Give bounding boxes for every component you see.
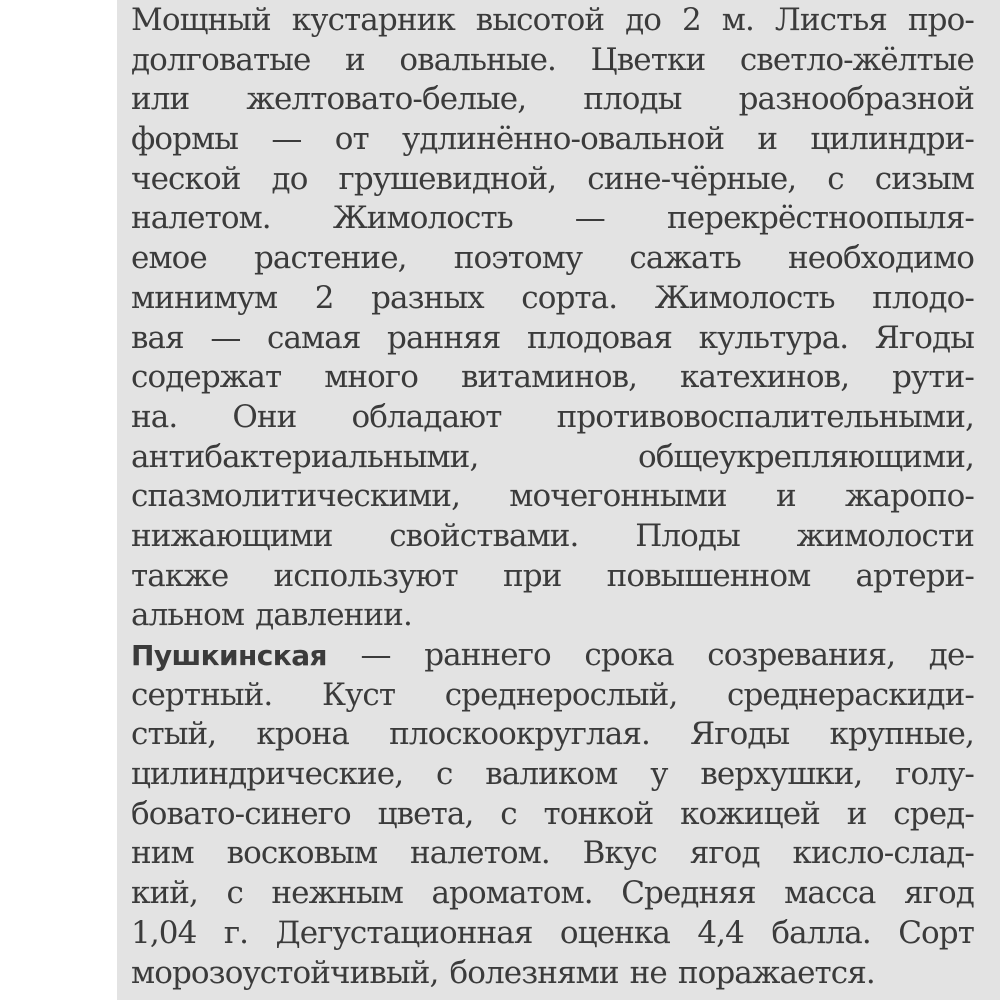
text-line [131, 557, 974, 597]
word: Вкус [582, 835, 657, 872]
text-line [131, 438, 974, 478]
word: светло-жёлтые [739, 41, 974, 78]
word: г. [223, 914, 249, 951]
text-line [131, 834, 974, 874]
word: крона [256, 716, 349, 753]
word: рути- [892, 359, 974, 396]
word: плоды [583, 81, 682, 118]
word: Дегустационная [275, 914, 533, 951]
word: и [846, 795, 867, 832]
word: не [629, 954, 667, 991]
word: балла. [771, 914, 871, 951]
word: катехинов, [680, 359, 850, 396]
word: сертный. [131, 676, 273, 713]
word: кустарник [291, 2, 455, 38]
word: верхушки, [700, 756, 863, 793]
text-line [131, 398, 974, 438]
word: содержат [131, 359, 282, 396]
word: с [226, 875, 243, 912]
word: оценка [559, 914, 670, 951]
word: Жимолость [332, 200, 513, 237]
paragraph-description [131, 1, 974, 636]
word: болезнями [449, 954, 619, 991]
book-page [117, 0, 1000, 1000]
word: у [650, 756, 668, 793]
word: — [574, 200, 605, 237]
variety-name: Пушкинская [131, 639, 327, 672]
word: емое [131, 240, 207, 277]
text-line [131, 795, 974, 835]
word: — [210, 319, 241, 356]
word: с [435, 756, 453, 793]
word: налетом. [410, 835, 550, 872]
text-line [131, 160, 974, 200]
word: созревания, [707, 637, 896, 673]
word: Ягоды [690, 716, 790, 753]
word: с [827, 160, 844, 197]
text-line [131, 41, 974, 81]
text-line [131, 199, 974, 239]
word: до [625, 2, 662, 38]
word: перекрёстноопыля- [666, 200, 974, 237]
text-line [131, 80, 974, 120]
word: 1,04 [131, 914, 197, 951]
word: общеукрепляющими, [637, 438, 974, 475]
word: антибактериальными, [131, 438, 479, 475]
word: поражается. [677, 954, 875, 991]
text-line [131, 676, 974, 716]
word: среднераскиди- [727, 676, 974, 713]
word: овальные. [399, 41, 557, 78]
word: Плоды [635, 517, 740, 554]
word: альном [131, 597, 245, 634]
word: Жимолость [654, 279, 835, 316]
word: минимум [131, 279, 278, 316]
word: сред- [893, 795, 974, 832]
word: сине-чёрные, [587, 160, 797, 197]
word: — [360, 637, 391, 673]
word: давлении. [255, 597, 412, 634]
word: 2 [314, 279, 334, 316]
word: свойствами. [389, 517, 579, 554]
word: сизым [874, 160, 974, 197]
word: Ягоды [874, 319, 974, 356]
word: ранняя [387, 319, 501, 356]
word: цилиндрические, [131, 756, 404, 793]
word: обладают [351, 398, 502, 435]
word: Листья [774, 2, 887, 38]
word: налетом. [131, 200, 271, 237]
paragraph-variety [131, 636, 974, 993]
word: ароматом. [431, 875, 593, 912]
word: бовато-синего [131, 795, 351, 832]
word: валиком [485, 756, 618, 793]
word: сорта. [521, 279, 618, 316]
word: ческой [131, 160, 241, 197]
word: самая [267, 319, 361, 356]
word: цвета, [377, 795, 474, 832]
text-line [131, 279, 974, 319]
word: долговатые [131, 41, 311, 78]
word: используют [273, 557, 458, 594]
word: поэтому [453, 240, 583, 277]
word: спазмолитическими, [131, 478, 461, 515]
word: срока [584, 637, 674, 673]
text-line [131, 954, 974, 994]
word: удлинённо-овальной [401, 121, 725, 158]
word: Сорт [898, 914, 974, 951]
word: Мощный [131, 2, 271, 38]
word: Цветки [590, 41, 706, 78]
word: морозоустойчивый, [131, 954, 439, 991]
word: тонкой [543, 795, 654, 832]
word: растение, [253, 240, 407, 277]
word: необходимо [787, 240, 974, 277]
word: восковым [226, 835, 378, 872]
text-line [131, 914, 974, 954]
word: голу- [895, 756, 974, 793]
word: крупные, [829, 716, 974, 753]
text-line [131, 358, 974, 398]
word: жимолости [796, 517, 974, 554]
word: 4,4 [697, 914, 744, 951]
word: культура. [698, 319, 849, 356]
word: вая [131, 319, 184, 356]
word: витаминов, [460, 359, 638, 396]
word: ягод [689, 835, 760, 872]
word: на. [131, 398, 178, 435]
word: и [757, 121, 778, 158]
word: плоскоокруглая. [389, 716, 650, 753]
word: также [131, 557, 229, 594]
word: м. [721, 2, 754, 38]
word: много [324, 359, 419, 396]
text-line [131, 636, 974, 676]
word: цилиндри- [810, 121, 974, 158]
text-line [131, 477, 974, 517]
word: нижающими [131, 517, 333, 554]
text-line [131, 517, 974, 557]
word: высотой [475, 2, 605, 38]
text-line [131, 755, 974, 795]
word: от [334, 121, 369, 158]
word: противовоспалительными, [556, 398, 974, 435]
word: и [345, 41, 365, 78]
word: мочегонными [509, 478, 727, 515]
word: Средняя [621, 875, 756, 912]
word: жаропо- [844, 478, 974, 515]
word: разных [371, 279, 484, 316]
word: или [131, 81, 190, 118]
word: ягод [903, 875, 974, 912]
word: артери- [855, 557, 974, 594]
word: Куст [321, 676, 396, 713]
text-line [131, 1, 974, 41]
word: 2 [681, 2, 701, 38]
word: грушевидной, [338, 160, 557, 197]
text-line [131, 239, 974, 279]
word: и [775, 478, 796, 515]
word: стый, [131, 716, 217, 753]
text-line [131, 874, 974, 914]
word: формы [131, 121, 239, 158]
word: про- [907, 2, 974, 38]
word: нежным [271, 875, 403, 912]
word: плодо- [872, 279, 974, 316]
word: разнообразной [738, 81, 974, 118]
text-line [131, 120, 974, 160]
word: до [271, 160, 308, 197]
article-text [131, 1, 974, 993]
word: среднерослый, [444, 676, 678, 713]
text-line [131, 319, 974, 359]
word: ним [131, 835, 194, 872]
word: кожицей [680, 795, 820, 832]
word: Они [232, 398, 297, 435]
word: — [271, 121, 302, 158]
word: повышенном [606, 557, 811, 594]
word: кий, [131, 875, 198, 912]
text-line [131, 715, 974, 755]
word: масса [784, 875, 876, 912]
word: раннего [424, 637, 551, 673]
text-line [131, 596, 974, 636]
word: кисло-слад- [792, 835, 974, 872]
word: при [502, 557, 562, 594]
word: де- [928, 637, 974, 673]
word: с [500, 795, 517, 832]
word: плодовая [526, 319, 673, 356]
word: желтовато-белые, [246, 81, 527, 118]
word: сажать [629, 240, 741, 277]
